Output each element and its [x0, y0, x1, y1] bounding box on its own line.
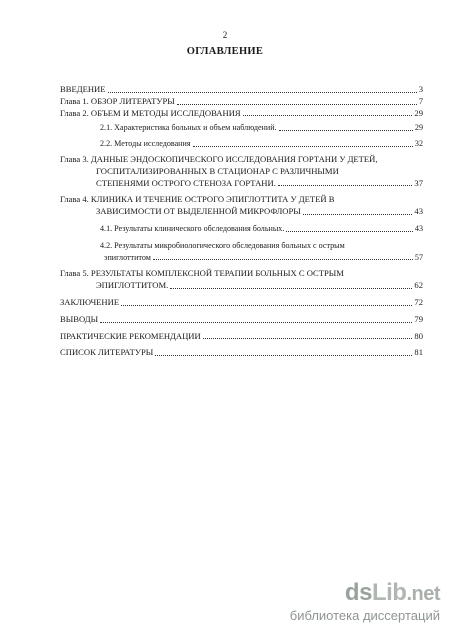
toc-entry-page: 72: [414, 296, 423, 307]
toc-entry: [60, 297, 423, 309]
toc-entry: [60, 84, 423, 96]
toc-entry-title: ВВЕДЕНИЕ: [60, 84, 106, 94]
page-number: 2: [222, 30, 228, 40]
toc-entry-title-cont: СТЕПЕНЯМИ ОСТРОГО СТЕНОЗА ГОРТАНИ.: [96, 177, 276, 188]
dslib-subtitle: библиотека диссертаций: [289, 608, 440, 623]
toc-entry: [60, 108, 423, 120]
toc-entry-title: 4.2. Результаты микробиологического обследования больных с острым: [100, 240, 345, 250]
toc-entry-page: 7: [418, 95, 423, 106]
toc-entry-title: 2.1. Характеристика больных и объем наблюдений.: [100, 123, 277, 133]
toc-entry-title: Глава 5. РЕЗУЛЬТАТЫ КОМПЛЕКСНОЙ ТЕРАПИИ БОЛЬНЫХ С ОСТРЫМ: [60, 268, 344, 279]
toc-entry-page: 37: [414, 177, 423, 188]
toc-entry-title-cont: ЭПИГЛОТТИТОМ.: [96, 280, 169, 291]
toc-entry: [60, 268, 423, 292]
toc-entry-title: 2.2. Методы исследования: [100, 139, 191, 149]
toc-entry-page: 29: [414, 107, 423, 118]
dot-leader: [203, 338, 413, 339]
dslib-watermark: [290, 581, 440, 623]
toc-entry-page: 80: [414, 330, 423, 341]
dot-leader: [100, 322, 412, 323]
toc-entry-page: 43: [414, 206, 423, 217]
toc-entry-title: Глава 4. КЛИНИКА И ТЕЧЕНИЕ ОСТРОГО ЭПИГЛОТТИТА У ДЕТЕЙ В: [60, 194, 335, 205]
toc-title: ОГЛАВЛЕНИЕ: [186, 46, 264, 57]
toc-subentry: [60, 122, 423, 134]
dot-leader: [177, 104, 417, 105]
dot-leader: [108, 92, 417, 93]
dot-leader: [243, 115, 413, 116]
dslib-logo: dsLib.net: [344, 579, 440, 606]
dot-leader: [121, 305, 412, 306]
dot-leader: [153, 259, 413, 260]
toc-entry-title: СПИСОК ЛИТЕРАТУРЫ: [60, 347, 154, 358]
toc-entry: [60, 96, 423, 108]
dot-leader: [303, 214, 413, 215]
toc-subentry: [60, 138, 423, 150]
dot-leader: [193, 146, 413, 147]
toc: [60, 84, 423, 359]
toc-subentry: [60, 223, 423, 235]
toc-entry-page: 32: [414, 139, 423, 149]
toc-entry-title-cont: эпиглоттитом: [104, 252, 151, 262]
toc-entry: [60, 194, 423, 218]
dot-leader: [170, 288, 412, 289]
dot-leader: [278, 185, 413, 186]
toc-entry-title-cont: ЗАВИСИМОСТИ ОТ ВЫДЕЛЕННОЙ МИКРОФЛОРЫ: [96, 206, 301, 217]
toc-entry-page: 43: [414, 223, 423, 233]
dot-leader: [279, 130, 413, 131]
toc-entry: [60, 347, 423, 359]
toc-entry: [60, 331, 423, 343]
toc-entry-page: 62: [414, 280, 423, 291]
toc-entry-title: Глава 1. ОБЗОР ЛИТЕРАТУРЫ: [60, 95, 175, 106]
toc-entry-title: ЗАКЛЮЧЕНИЕ: [60, 296, 120, 307]
toc-entry-title-cont: ГОСПИТАЛИЗИРОВАННЫХ В СТАЦИОНАР С РАЗЛИЧНЫМИ: [96, 165, 339, 176]
toc-entry-page: 29: [414, 123, 423, 133]
toc-subentry: [60, 240, 423, 264]
toc-entry-page: 81: [414, 347, 423, 358]
toc-entry-page: 79: [414, 313, 423, 324]
toc-entry-title: ВЫВОДЫ: [60, 313, 99, 324]
toc-entry-page: 57: [414, 252, 423, 262]
toc-entry-title: Глава 3. ДАННЫЕ ЭНДОСКОПИЧЕСКОГО ИССЛЕДОВАНИЯ ГОРТАНИ У ДЕТЕЙ,: [60, 153, 378, 164]
dot-leader: [155, 355, 412, 356]
dot-leader: [286, 231, 413, 232]
toc-entry: [60, 314, 423, 326]
toc-entry-title: Глава 2. ОБЪЕМ И МЕТОДЫ ИССЛЕДОВАНИЯ: [60, 107, 241, 118]
toc-entry: [60, 154, 423, 189]
toc-entry-title: 4.1. Результаты клинического обследования больных.: [100, 223, 285, 233]
toc-entry-page: 3: [418, 84, 423, 94]
toc-entry-title: ПРАКТИЧЕСКИЕ РЕКОМЕНДАЦИИ: [60, 330, 201, 341]
